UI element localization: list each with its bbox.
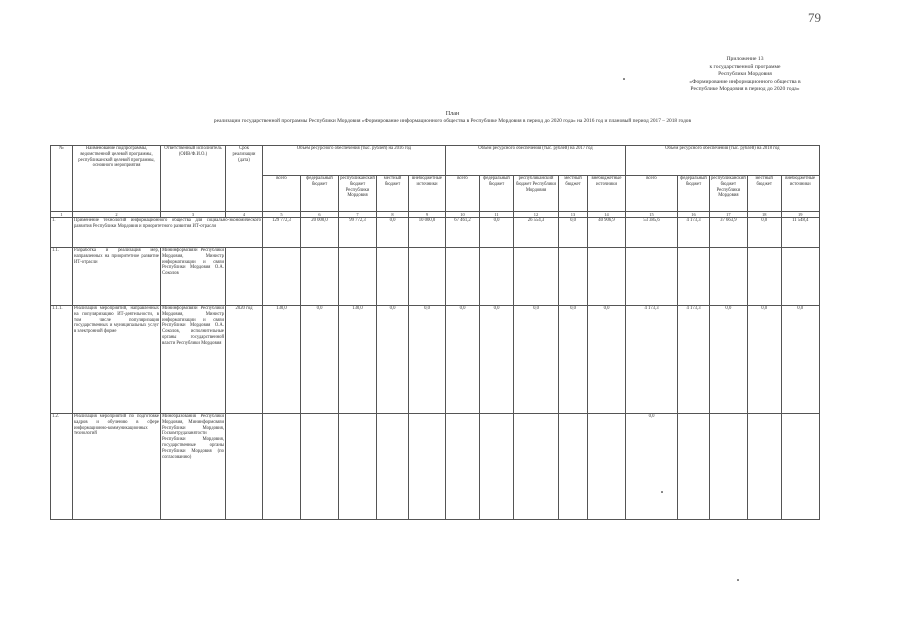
scan-speck <box>623 78 625 80</box>
header-sub-cell: всего <box>626 176 678 212</box>
appendix-line: Республике Мордовия в период до 2020 года» <box>690 86 800 93</box>
row-responsible: Минобразования Республики Мордовия, Мининформсвязи Республики Мордовия, Госкомтрудазанятости Республики Мордовия, государственные органы Республики Мордовия (по согласованию) <box>161 414 226 520</box>
appendix-line: Республики Мордовия <box>718 71 772 78</box>
row-deadline <box>226 414 263 520</box>
header-responsible: Ответственный исполнитель (ОИВ/Ф.И.О.) <box>161 146 226 212</box>
value-cell: 99 772,3 <box>339 218 377 248</box>
row-deadline: 2020 год <box>226 306 263 414</box>
row-name: Реализация мероприятий, направленных на популяризацию ИТ-деятельности, в том числе популяризация государственных и муниципальных услуг в электронной форме <box>73 306 161 414</box>
column-number: 12 <box>514 212 559 218</box>
plan-table <box>50 145 820 520</box>
row-no: 1.1.1. <box>51 306 73 414</box>
value-cell: 4 173,3 <box>678 218 710 248</box>
appendix-line: Приложение 13 <box>726 56 764 62</box>
table-row <box>51 306 820 414</box>
value-cell: 0,0 <box>446 306 480 414</box>
value-cell <box>781 414 819 520</box>
value-cell <box>588 414 626 520</box>
row-name: Применение технологий информационного общества для социально-экономического развития Республики Мордовия и приоритетного развития ИТ-отрасли <box>73 218 263 248</box>
value-cell <box>559 248 588 306</box>
value-cell <box>626 248 678 306</box>
value-cell: 0,0 <box>480 306 514 414</box>
value-cell <box>747 248 781 306</box>
value-cell: 67 461,2 <box>446 218 480 248</box>
value-cell: 130,0 <box>339 306 377 414</box>
value-cell: 0,0 <box>559 306 588 414</box>
value-cell <box>339 248 377 306</box>
row-deadline <box>226 248 263 306</box>
value-cell: 10 000,0 <box>409 218 446 248</box>
row-no: 1.2. <box>51 414 73 520</box>
value-cell: 0,0 <box>301 306 339 414</box>
column-number: 18 <box>747 212 781 218</box>
header-sub-cell: местный бюджет <box>377 176 409 212</box>
value-cell <box>747 414 781 520</box>
appendix-line: к государственной программе <box>709 63 781 70</box>
column-number: 5 <box>263 212 301 218</box>
column-number: 11 <box>480 212 514 218</box>
appendix-block <box>655 56 835 94</box>
value-cell: 130,0 <box>263 306 301 414</box>
header-no: № <box>51 146 73 212</box>
column-number: 19 <box>781 212 819 218</box>
value-cell <box>409 248 446 306</box>
value-cell: 129 772,3 <box>263 218 301 248</box>
value-cell <box>678 248 710 306</box>
value-cell <box>301 248 339 306</box>
value-cell: 0,0 <box>747 218 781 248</box>
page-number: 79 <box>808 10 821 25</box>
column-number: 7 <box>339 212 377 218</box>
value-cell <box>446 248 480 306</box>
value-cell: 0,0 <box>480 218 514 248</box>
value-cell <box>514 248 559 306</box>
value-cell: 0,0 <box>514 306 559 414</box>
value-cell <box>559 414 588 520</box>
value-cell <box>446 414 480 520</box>
column-number: 17 <box>710 212 748 218</box>
header-sub-cell: внебюджетные источники <box>781 176 819 212</box>
value-cell: 4 173,3 <box>626 306 678 414</box>
header-sub-cell: федеральный бюджет <box>480 176 514 212</box>
header-sub-cell: республиканский бюджет Республики Мордовия <box>710 176 748 212</box>
value-cell <box>377 414 409 520</box>
value-cell <box>781 248 819 306</box>
header-sub-cell: федеральный бюджет <box>678 176 710 212</box>
row-no: 1. <box>51 218 73 248</box>
header-sub-cell: республиканский бюджет Республики Мордовия <box>339 176 377 212</box>
table-row <box>51 248 820 306</box>
row-responsible: Мининформсвязи Республики Мордовия, Министр информатизации и связи Республики Мордовия О.А. Соколов, исполнительные органы государственной власти Республики Мордовия <box>161 306 226 414</box>
column-number: 9 <box>409 212 446 218</box>
column-number: 10 <box>446 212 480 218</box>
value-cell: 53 385,6 <box>626 218 678 248</box>
value-cell: 0,0 <box>409 306 446 414</box>
header-sub-cell: местный бюджет <box>559 176 588 212</box>
header-sub-cell: местный бюджет <box>747 176 781 212</box>
header-sub-cell: внебюджетные источники <box>588 176 626 212</box>
header-row <box>51 146 820 176</box>
row-responsible: Мининформсвязи Республики Мордовия, Министр информатизации и связи Республики Мордовия О.А. Соколов <box>161 248 226 306</box>
row-no: 1.1. <box>51 248 73 306</box>
column-number: 2 <box>73 212 161 218</box>
header-group-2018: Объем ресурсного обеспечения (тыс. рублей) на 2018 год <box>626 146 820 176</box>
header-name: Наименование подпрограммы, ведомственной целевой программы, республиканской целевой программы, основного мероприятия <box>73 146 161 212</box>
value-cell <box>514 414 559 520</box>
value-cell: 40 906,9 <box>588 218 626 248</box>
plan-subtitle: реализации государственной программы Республики Мордовия «Формирование информационного общества в Республике Мордовия в период до 2020 года» на 2016 год и плановый период 2017 – 2018 годов <box>213 118 692 124</box>
header-group-2016: Объем ресурсного обеспечения (тыс. рублей) на 2016 год <box>263 146 446 176</box>
value-cell: 37 663,9 <box>710 218 748 248</box>
column-number: 15 <box>626 212 678 218</box>
value-cell <box>710 414 748 520</box>
value-cell <box>301 414 339 520</box>
row-name: Реализация мероприятий по подготовке кадров и обучению в сфере информационно-коммуникационных технологий <box>73 414 161 520</box>
column-number: 8 <box>377 212 409 218</box>
value-cell <box>710 248 748 306</box>
value-cell <box>263 248 301 306</box>
column-number: 14 <box>588 212 626 218</box>
value-cell: 20 000,0 <box>301 218 339 248</box>
header-deadline: Срок реализации (дата) <box>226 146 263 212</box>
table-row <box>51 218 820 248</box>
value-cell: 0,0 <box>377 218 409 248</box>
header-sub-cell: всего <box>263 176 301 212</box>
value-cell <box>377 248 409 306</box>
scan-speck <box>737 579 739 581</box>
column-number: 1 <box>51 212 73 218</box>
value-cell: 4 173,3 <box>678 306 710 414</box>
value-cell <box>480 248 514 306</box>
value-cell: 0,0 <box>747 306 781 414</box>
value-cell <box>588 248 626 306</box>
value-cell: 0,0 <box>626 414 678 520</box>
header-sub-cell: внебюджетные источники <box>409 176 446 212</box>
value-cell: 0,0 <box>559 218 588 248</box>
value-cell <box>263 414 301 520</box>
value-cell: 0,0 <box>588 306 626 414</box>
value-cell: 11 548,4 <box>781 218 819 248</box>
value-cell: 0,0 <box>710 306 748 414</box>
value-cell <box>480 414 514 520</box>
column-number: 6 <box>301 212 339 218</box>
column-number: 3 <box>161 212 226 218</box>
value-cell <box>678 414 710 520</box>
column-number: 13 <box>559 212 588 218</box>
header-sub-cell: республиканский бюджет Республики Мордовия <box>514 176 559 212</box>
plan-title: План <box>445 110 460 117</box>
column-number: 4 <box>226 212 263 218</box>
value-cell: 0,0 <box>377 306 409 414</box>
value-cell <box>339 414 377 520</box>
column-number: 16 <box>678 212 710 218</box>
value-cell: 26 554,3 <box>514 218 559 248</box>
header-sub-cell: федеральный бюджет <box>301 176 339 212</box>
header-group-2017: Объем ресурсного обеспечения (тыс. рублей) на 2017 год <box>446 146 626 176</box>
row-name: Разработка и реализация мер, направленных на приоритетное развитие ИТ-отрасли <box>73 248 161 306</box>
value-cell <box>409 414 446 520</box>
appendix-line: «Формирование информационного общества в <box>689 78 801 85</box>
header-sub-cell: всего <box>446 176 480 212</box>
value-cell: 0,0 <box>781 306 819 414</box>
table-row <box>51 414 820 520</box>
